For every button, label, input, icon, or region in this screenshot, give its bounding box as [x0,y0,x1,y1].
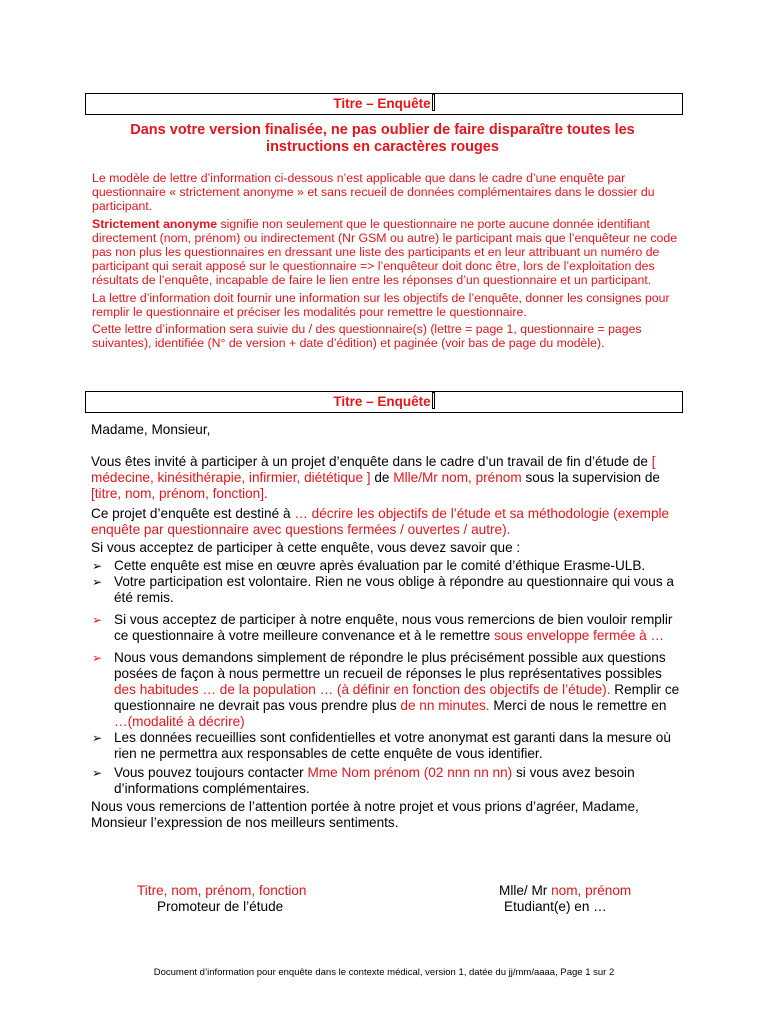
salutation: Madame, Monsieur, [91,422,211,437]
student-name: Mlle/Mr nom, prénom [393,470,522,485]
promoter-name: Titre, nom, prénom, fonction [137,883,307,898]
student-name-line [499,883,631,899]
bullet-item [91,650,683,730]
arrow-bullet-icon: ➢ [92,613,103,627]
student-role: Etudiant(e) en … [504,899,607,914]
instructions-p4: Cette lettre d’information sera suivie du / des questionnaire(s) (lettre = page 1, questionnaire = pages suivantes), identifiée (N° de version + date d’édition) et paginée (voir bas de page du modèle). [92,322,642,351]
bullet-item [91,558,683,574]
bullet-item [91,612,683,644]
promoter-signature [137,883,307,915]
population-habits: des habitudes … de la population … (à définir en fonction des objectifs de l’étude). [114,682,611,697]
intro-paragraph [91,454,683,502]
bullet-text-cont: Merci de nous le remettre en [489,698,667,713]
instructions-p3: La lettre d’information doit fournir une information sur les objectifs de l’enquête, donner les consignes pour remplir le questionnaire et préciser les modalités pour remettre le questionnaire. [92,290,670,319]
intro-e: sous la supervision de [521,470,660,485]
arrow-bullet-icon: ➢ [92,559,103,573]
instructions-block [92,171,682,353]
text-cursor [432,94,435,111]
purpose-paragraph [91,506,683,538]
bullet-text: Vous pouvez toujours contacter [114,765,308,780]
instructions-p2 [92,217,682,288]
instructions-p2-text: signifie non seulement que le questionnaire ne porte aucune donnée identifiant directement (nom, prénom) ou indirectement (Nr GSM ou autre) le participant mais que l’enquêteur ne code pas non plus les questionnaires en dressant une liste des participants et en leur attribuant un numéro de participant qui serait apposé sur le questionnaire => l’enquêteur doit donc être, lors de l’exploitation des résultats de l’enquête, incapable de faire le lien entre les réponses d’un questionnaire et un participant. [92,216,678,288]
duration: de nn minutes. [400,698,490,713]
arrow-bullet-icon: ➢ [92,766,103,780]
letter-body [91,422,683,831]
bullet-item [91,574,683,606]
closing-paragraph: Nous vous remercions de l’attention portée à notre projet et vous prions d’agréer, Madame, Monsieur l’expression de nos meilleurs sentiments. [91,799,639,830]
study-field: [ médecine, kinésithérapie, infirmier, diététique ] [91,454,656,485]
bullet-item [91,730,683,762]
bullet-text: Cette enquête est mise en œuvre après évaluation par le comité d’éthique Erasme-ULB. [114,558,646,573]
arrow-bullet-icon: ➢ [92,575,103,589]
title-box-top [85,93,683,115]
instructions-heading: Dans votre version finalisée, ne pas oublier de faire disparaître toutes les instructions en caractères rouges [130,122,635,155]
bullet-text: Votre participation est volontaire. Rien ne vous oblige à répondre au questionnaire qui vous a été remis. [114,574,674,605]
text-cursor [432,392,435,409]
accept-line: Si vous acceptez de participer à cette enquête, vous devez savoir que : [91,540,521,555]
bullet-item [91,765,683,797]
intro-c: de [370,470,394,485]
arrow-bullet-icon: ➢ [92,731,103,745]
bullet-text-cont: Remplir ce questionnaire ne devrait pas vous prendre plus [114,682,680,713]
bullet-text-cont: si vous avez besoin d’informations complémentaires. [114,765,635,796]
purpose-description: … décrire les objectifs de l’étude et sa méthodologie (exemple enquête par questionnaire avec questions fermées / ouvertes / autre). [91,506,670,537]
instructions-p1: Le modèle de lettre d’information ci-dessous n’est applicable que dans le cadre d’une enquête par questionnaire « strictement anonyme » et sans recueil de données complémentaires dans le dossier du participant. [92,171,655,214]
intro-a: Vous êtes invité à participer à un projet d’enquête dans le cadre d’un travail de fin d’étude de [91,454,648,469]
page-footer: Document d’information pour enquête dans le contexte médical, version 1, datée du jj/mm/aaaa, Page 1 sur 2 [153,967,615,978]
bullet-text: Les données recueillies sont confidentielles et votre anonymat est garanti dans la mesure où rien ne permettra aux responsables de cette enquête de vous identifier. [114,730,671,761]
return-modality: …(modalité à décrire) [114,714,245,729]
bullet-text: Nous vous demandons simplement de répondre le plus précisément possible aux questions posées de façon à nous permettre un recueil de réponses le plus représentatives possibles [114,650,666,681]
student-signature [499,883,631,915]
title-box-letter [85,391,683,413]
promoter-role: Promoteur de l’étude [157,899,284,914]
purpose-a: Ce projet d’enquête est destiné à [91,506,295,521]
student-title: Mlle/ Mr [499,883,552,898]
bullet-text: Si vous acceptez de participer à notre enquête, nous vous remercions de bien vouloir remplir ce questionnaire à votre meilleure convenance et à le remettre [114,612,673,643]
strictly-anonymous-term: Strictement anonyme [92,216,218,231]
contact-person: Mme Nom prénom (02 nnn nn nn) [307,765,513,780]
student-sig-name: nom, prénom [551,883,632,898]
arrow-bullet-icon: ➢ [92,651,103,665]
supervisor: [titre, nom, prénom, fonction]. [91,486,268,501]
title-text: Titre – Enquête [333,394,431,409]
return-method: sous enveloppe fermée à … [494,628,665,643]
title-text: Titre – Enquête [333,96,431,111]
